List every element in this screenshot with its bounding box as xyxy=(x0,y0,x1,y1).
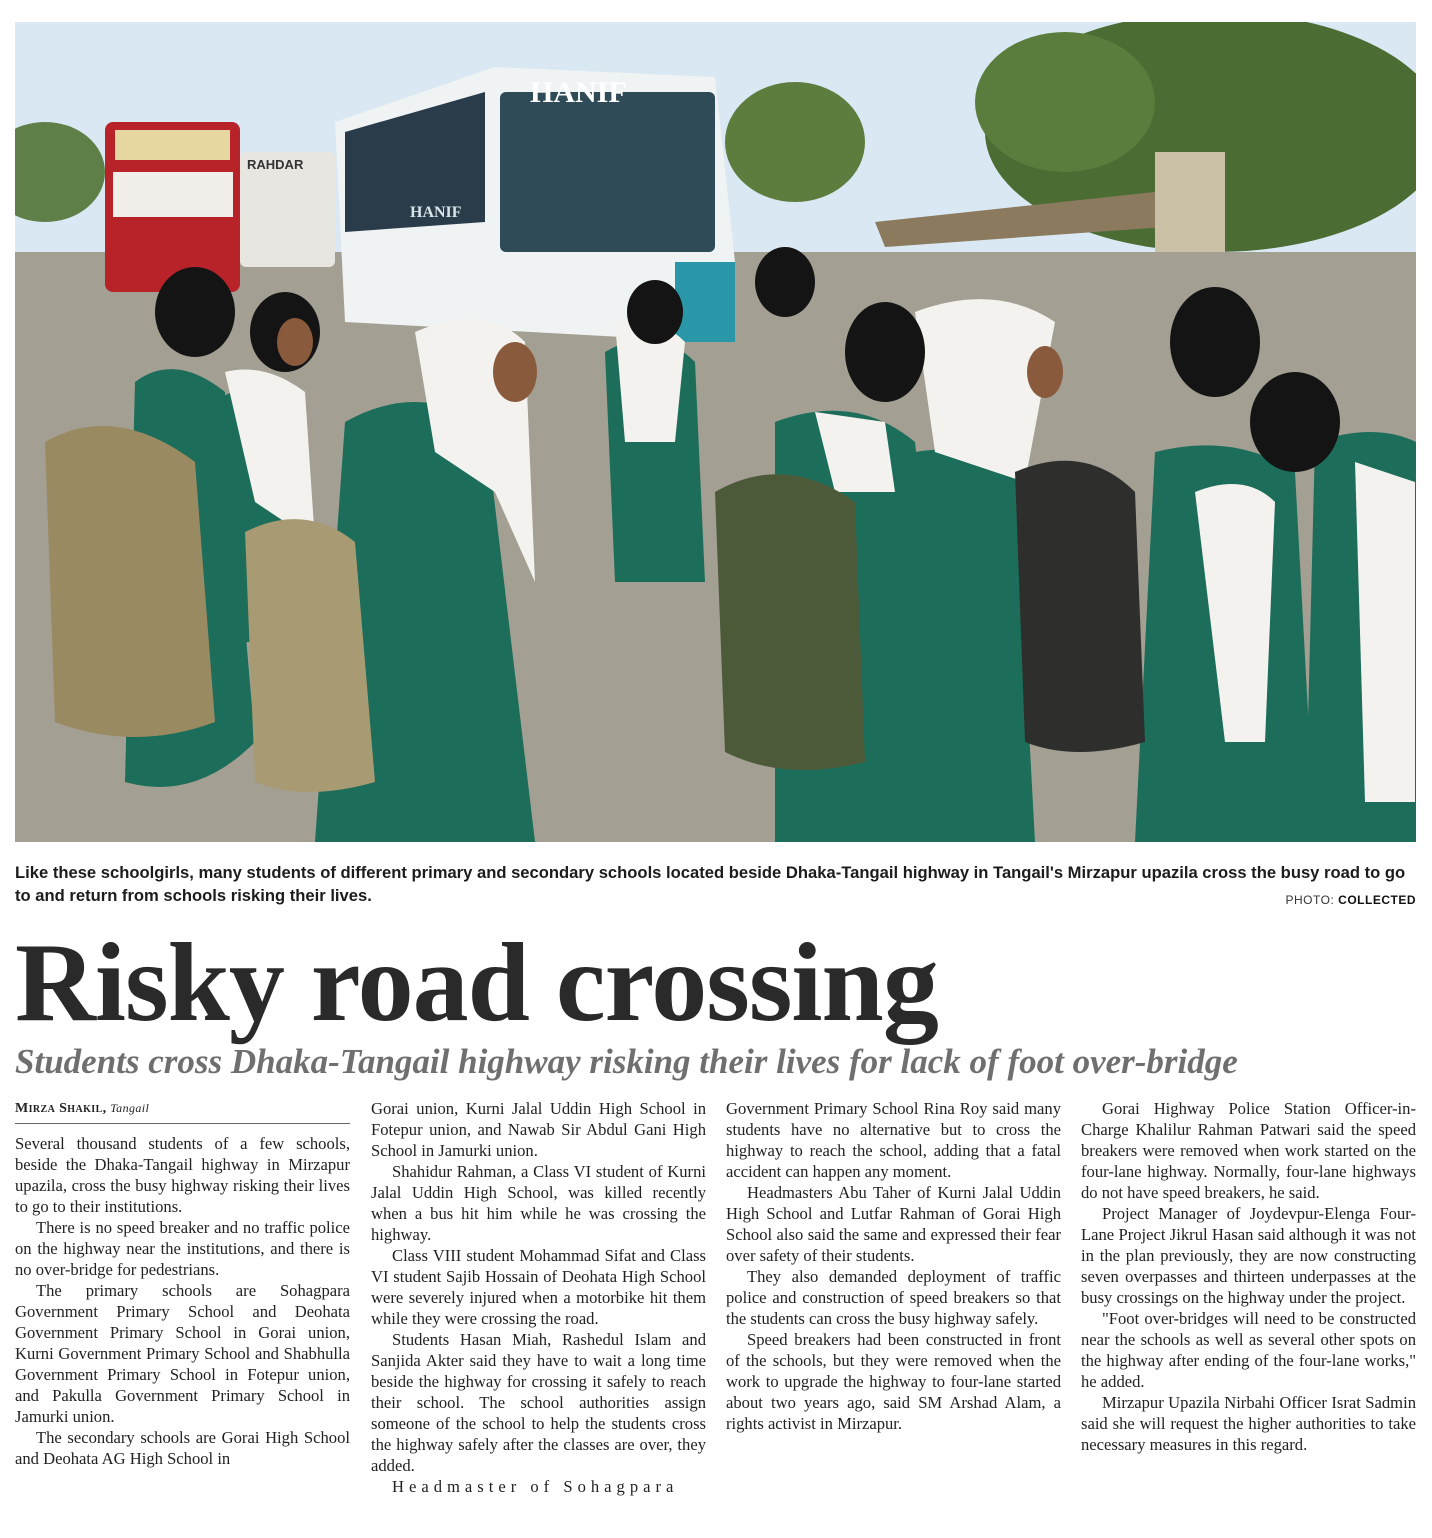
paragraph: Headmasters Abu Taher of Kurni Jalal Uddin High School and Lutfar Rahman of Gorai High School also said the same and expressed their fear over safety of their students. xyxy=(726,1183,1061,1265)
photo-illustration xyxy=(15,22,1416,842)
bus-side-sign: HANIF xyxy=(410,204,462,221)
photo-credit-source: COLLECTED xyxy=(1338,893,1416,907)
paragraph: Several thousand students of a few schools, beside the Dhaka-Tangail highway in Mirzapur upazila, cross the busy highway risking their lives to go to their institutions. xyxy=(15,1134,350,1216)
paragraph: Mirzapur Upazila Nirbahi Officer Israt Sadmin said she will request the higher authorities to take necessary measures in this regard. xyxy=(1081,1393,1416,1454)
paragraph: Government Primary School Rina Roy said many students have no alternative but to cross the highway to reach the school, adding that a fatal accident can happen any moment. xyxy=(726,1099,1061,1181)
byline-author: Mirza Shakil, xyxy=(15,1101,107,1116)
headline: Risky road crossing xyxy=(15,921,938,1045)
article-column-2 xyxy=(371,1098,706,1497)
photo-credit-label: PHOTO: xyxy=(1285,893,1335,907)
article-column-1 xyxy=(15,1098,350,1469)
paragraph: Headmaster of Sohagpara xyxy=(392,1477,679,1496)
article-column-4 xyxy=(1081,1098,1416,1455)
article-column-3 xyxy=(726,1098,1061,1434)
paragraph: Project Manager of Joydevpur-Elenga Four-Lane Project Jikrul Hasan said although it was not in the plan previously, they are now constructing seven overpasses and thirteen underpasses at the busy crossings on the highway under the project. xyxy=(1081,1204,1416,1307)
photo-caption: Like these schoolgirls, many students of different primary and secondary schools located beside Dhaka-Tangail highway in Tangail's Mirzapur upazila cross the busy road to go to and return from schools risking their lives. xyxy=(15,863,1406,905)
paragraph: "Foot over-bridges will need to be constructed near the schools as well as several other spots on the highway after ending of the four-lane works," he added. xyxy=(1081,1309,1416,1391)
paragraph: Gorai Highway Police Station Officer-in-Charge Khalilur Rahman Patwari said the speed breakers were removed when work started on the four-lane highway. Normally, four-lane highways do not have speed breakers, he said. xyxy=(1081,1099,1416,1202)
lead-photo xyxy=(15,22,1416,842)
byline-location: Tangail xyxy=(110,1101,150,1115)
paragraph: They also demanded deployment of traffic police and construction of speed breakers so that the students can cross the busy highway safely. xyxy=(726,1267,1061,1328)
bus2-sign: RAHDAR xyxy=(247,157,304,172)
paragraph: Speed breakers had been constructed in front of the schools, but they were removed when the work to upgrade the highway to four-lane started about two years ago, said SM Arshad Alam, a rights activist in Mirzapur. xyxy=(726,1330,1061,1433)
byline xyxy=(15,1098,350,1124)
paragraph: The primary schools are Sohagpara Government Primary School and Deohata Government Primary School in Gorai union, Kurni Government Primary School and Shabhulla Government Primary School in Fotepur union, and Pakulla Government Primary School in Jamurki union. xyxy=(15,1281,350,1426)
photo-credit xyxy=(1286,893,1416,907)
paragraph: There is no speed breaker and no traffic police on the highway near the institutions, and there is no over-bridge for pedestrians. xyxy=(15,1218,350,1279)
paragraph: Class VIII student Mohammad Sifat and Class VI student Sajib Hossain of Deohata High School were severely injured when a motorbike hit them while they were crossing the road. xyxy=(371,1246,706,1328)
subheadline: Students cross Dhaka-Tangail highway risking their lives for lack of foot over-bridge xyxy=(15,1042,1238,1081)
paragraph: Students Hasan Miah, Rashedul Islam and Sanjida Akter said they have to wait a long time beside the highway for crossing it safely to reach their school. The school authorities assign someone of the school to help the students cross the highway safely after the classes are over, they added. xyxy=(371,1330,706,1475)
paragraph: Gorai union, Kurni Jalal Uddin High School in Fotepur union, and Nawab Sir Abdul Gani High School in Jamurki union. xyxy=(371,1099,706,1160)
paragraph: Shahidur Rahman, a Class VI student of Kurni Jalal Uddin High School, was killed recently when a bus hit him while he was crossing the highway. xyxy=(371,1162,706,1244)
paragraph: The secondary schools are Gorai High School and Deohata AG High School in xyxy=(15,1428,350,1468)
bus-sign: HANIF xyxy=(530,76,627,109)
